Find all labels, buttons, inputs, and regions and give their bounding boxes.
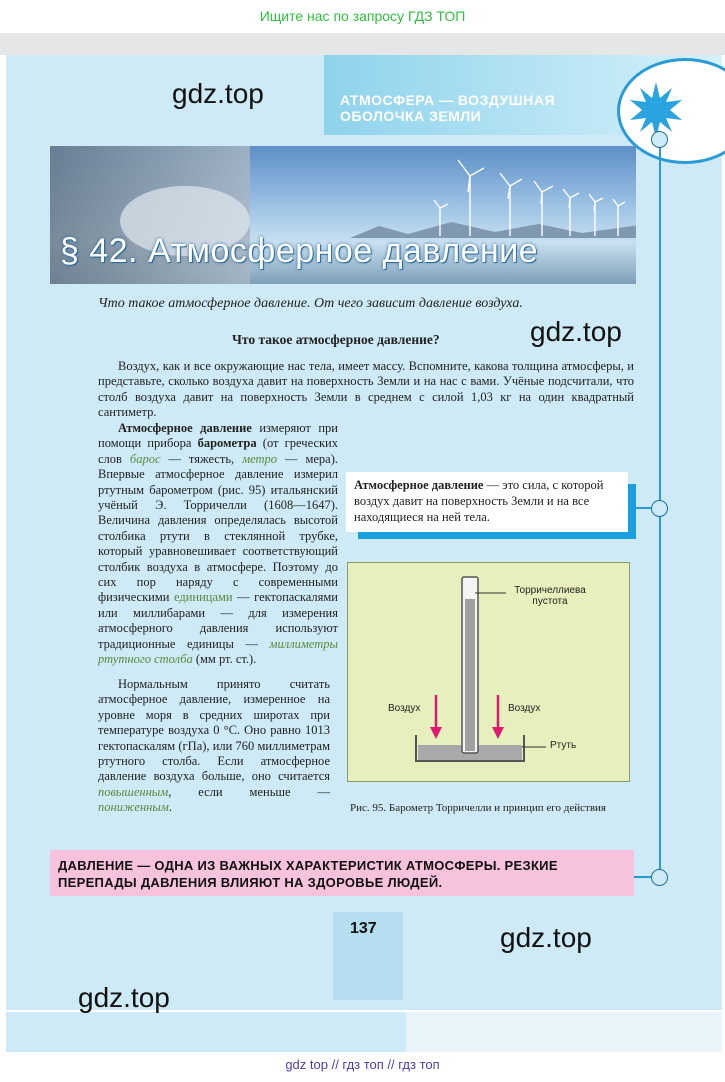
subheading: Что такое атмосферное давление?: [232, 332, 440, 347]
definition-text: [354, 477, 624, 525]
definition-term: Атмосферное давление: [354, 478, 484, 492]
paragraph-3: [98, 677, 330, 816]
next-page-edge: [6, 1012, 406, 1052]
sun-icon: [628, 82, 684, 138]
chapter-title-line2: ОБОЛОЧКА ЗЕМЛИ: [340, 108, 482, 124]
paragraph-3-text-1: Нормальным принято считать атмосферное давление, измеренное на уровне моря в средних широтах при температуре воздуха 0 °С. Оно равно 1013 гектопаскалям (гПа), или 760 миллиметрам ртутного столба. Если атмосферное давление воздуха больше, оно считается: [98, 677, 330, 784]
watermark-4: gdz.top: [78, 982, 170, 1013]
search-hint-text[interactable]: Ищите нас по запросу ГДЗ ТОП: [259, 8, 466, 24]
chapter-title-line1: АТМОСФЕРА — ВОЗДУШНАЯ: [340, 92, 556, 108]
key-fact-text: ДАВЛЕНИЕ — ОДНА ИЗ ВАЖНЫХ ХАРАКТЕРИСТИК АТМОСФЕРЫ. РЕЗКИЕ ПЕРЕПАДЫ ДАВЛЕНИЯ ВЛИЯЮТ НА ЗДОРОВЬЕ ЛЮДЕЙ.: [58, 858, 558, 890]
paragraph-3-text-3: .: [168, 800, 172, 815]
watermark-3: gdz.top: [500, 922, 592, 953]
paragraph-2-text-6: (мм рт. ст.).: [192, 652, 257, 667]
footer-bar[interactable]: [0, 1052, 725, 1082]
air-pressure-arrow-right: [492, 727, 504, 739]
watermark-2: gdz.top: [530, 316, 622, 347]
paragraph-2-text-2: (от греческих слов: [98, 436, 338, 466]
barometer-figure: [347, 562, 630, 782]
word-metro: метро: [242, 451, 278, 466]
air-pressure-arrow-left: [430, 727, 442, 739]
footer-links[interactable]: gdz top // гдз топ // гдз топ: [285, 1057, 440, 1072]
page-number: 137: [350, 920, 377, 937]
definition-body: — это сила, с которой воздух давит на поверхность Земли и на все находящиеся на ней тела.: [354, 478, 604, 524]
paragraph-3-text-2: , если меньше —: [168, 784, 330, 799]
word-baros: барос: [129, 451, 161, 466]
mercury-column: [465, 599, 475, 751]
word-lowered: пониженным: [98, 800, 169, 815]
word-mmhg: миллиметры ртутного столба: [98, 636, 338, 667]
figure-caption: Рис. 95. Барометр Торричелли и принцип его действия: [350, 802, 606, 814]
margin-marker-key-fact: [651, 869, 668, 886]
chapter-title: [340, 92, 590, 124]
label-air-right: Воздух: [508, 703, 541, 714]
paragraph-2-text-1: измеряют при помощи прибора: [98, 421, 338, 451]
term-atmospheric-pressure: Атмосферное давление: [118, 421, 252, 435]
word-units: единицами: [173, 590, 233, 605]
label-mercury: Ртуть: [550, 740, 577, 751]
paragraph-2-text-5: — гектопаскалями или миллибарами — для измерения атмосферного давления используют традиционные единицы —: [98, 590, 338, 651]
watermark-1: gdz.top: [172, 78, 264, 109]
margin-marker-definition: [651, 500, 668, 517]
label-vacuum: Торричеллиева пустота: [514, 585, 586, 607]
intro-questions: Что такое атмосферное давление. От чего зависит давление воздуха.: [98, 296, 523, 311]
term-barometer: барометра: [197, 436, 257, 451]
next-page-edge-light: [406, 1012, 722, 1052]
section-title: § 42. Атмосферное давление: [60, 232, 539, 270]
paragraph-2-text-3: — тяжесть,: [160, 451, 243, 466]
top-divider: [0, 33, 725, 55]
paragraph-2-text-4: — мера). Впервые атмосферное давление измерил ртутным барометром (рис. 95) итальянский учёный Э. Торричелли (1608—1647). Величина давления определялась высотой столбика ртути в стеклянной трубке, который уравновешивает соответствующий столбик воздуха в атмосфере. Поэтому до сих пор наряду с современными физическими: [98, 451, 338, 605]
paragraph-1: Воздух, как и все окружающие нас тела, имеет массу. Вспомните, какова толщина атмосферы, и представьте, сколько воздуха давит на поверхность Земли и на нас с вами. Учёные подсчитали, что столб воздуха давит на поверхность Земли в среднем с силой 1,03 кг на один квадратный сантиметр.: [98, 359, 634, 420]
search-hint-bar[interactable]: [0, 0, 725, 33]
word-raised: повышенным: [98, 784, 169, 799]
label-air-left: Воздух: [388, 703, 421, 714]
margin-marker-top: [651, 131, 668, 148]
